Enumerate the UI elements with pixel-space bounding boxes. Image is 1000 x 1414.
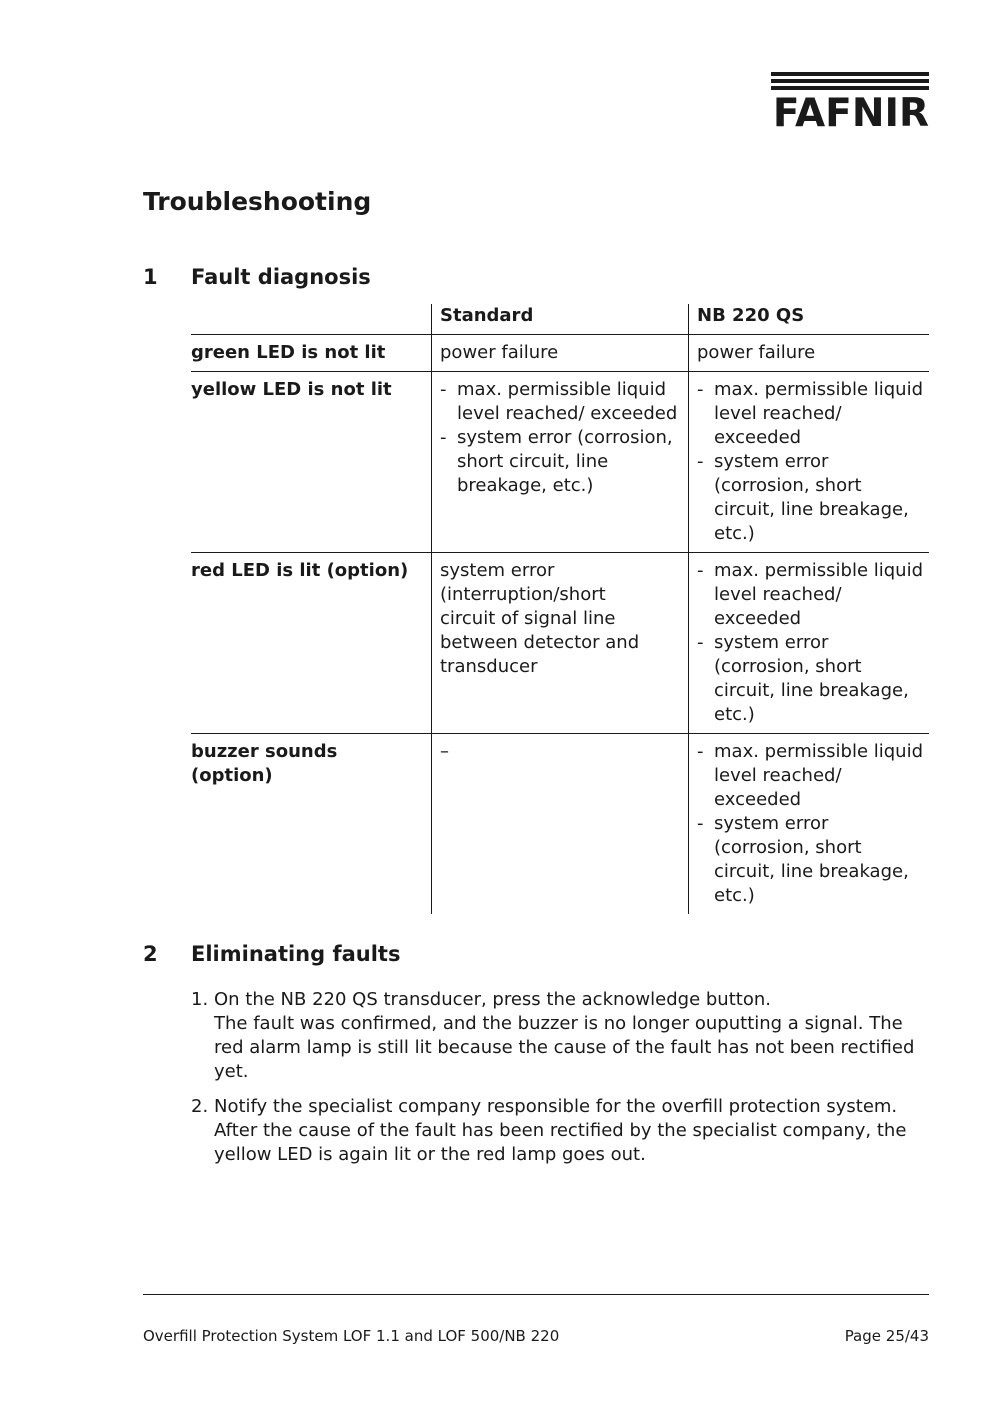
cell-line: power failure: [440, 342, 559, 363]
footer-divider: [143, 1294, 929, 1295]
header-cell-standard: Standard: [432, 304, 689, 335]
cell-line: circuit of signal line: [440, 608, 616, 629]
bullet-dash: -: [697, 560, 704, 581]
page-title: Troubleshooting: [143, 187, 372, 216]
step-body: [214, 988, 931, 1084]
standard-cell: [432, 734, 689, 915]
bullet-item: [697, 378, 925, 450]
step-line: The fault was confirmed, and the buzzer is no longer ouputting a signal. The red alarm lamp is still lit because the cause of the fault has not been rectified yet.: [214, 1013, 915, 1082]
standard-cell: [432, 553, 689, 734]
standard-cell: [432, 372, 689, 553]
footer-page-number: Page 25/43: [844, 1327, 929, 1345]
row-label: yellow LED is not lit: [191, 372, 432, 553]
step-number: 2.: [191, 1096, 209, 1117]
logo-stripe: [771, 72, 929, 76]
bullet-text: system error (corrosion, short circuit, line breakage, etc.): [714, 451, 909, 544]
row-label: red LED is lit (option): [191, 553, 432, 734]
row-label: green LED is not lit: [191, 335, 432, 372]
table-row: [191, 553, 929, 734]
bullet-text: system error (corrosion, short circuit, line breakage, etc.): [714, 632, 909, 725]
bullet-dash: -: [697, 741, 704, 762]
table-header-row: [191, 304, 929, 335]
bullet-item: [697, 812, 925, 908]
cell-line: system error: [440, 560, 555, 581]
step-body: [214, 1095, 931, 1167]
nb-cell: [689, 734, 930, 915]
row-label: buzzer sounds (option): [191, 741, 338, 786]
bullet-text: system error (corrosion, short circuit, line breakage, etc.): [714, 813, 909, 906]
nb-cell: [689, 335, 930, 372]
cell-line: between detector and: [440, 632, 640, 653]
step-number: 1.: [191, 989, 209, 1010]
list-item: [191, 988, 931, 1084]
footer-document-title: Overfill Protection System LOF 1.1 and LOF 500/NB 220: [143, 1327, 560, 1345]
table-row: [191, 734, 929, 915]
steps-list: [191, 988, 931, 1178]
logo-wordmark: FAFNIR: [772, 91, 929, 136]
bullet-text: max. permissible liquid level reached/ exceeded: [714, 741, 924, 810]
bullet-item: [440, 378, 684, 426]
nb-cell: [689, 553, 930, 734]
bullet-dash: -: [697, 379, 704, 400]
section-heading-fault-diagnosis: [143, 263, 371, 291]
company-logo: [771, 72, 929, 134]
table-row: [191, 335, 929, 372]
bullet-item: [697, 450, 925, 546]
cell-line: (interruption/short: [440, 584, 606, 605]
section-title: Fault diagnosis: [191, 265, 371, 289]
bullet-dash: -: [697, 451, 704, 472]
step-line: After the cause of the fault has been rectified by the specialist company, the yellow LED is again lit or the red lamp goes out.: [214, 1120, 907, 1165]
bullet-dash: -: [440, 427, 447, 448]
logo-stripe: [771, 79, 929, 83]
table-row: [191, 372, 929, 553]
bullet-item: [697, 559, 925, 631]
bullet-text: max. permissible liquid level reached/ exceeded: [714, 560, 924, 629]
bullet-text: max. permissible liquid level reached/ exceeded: [457, 379, 678, 424]
bullet-item: [440, 426, 684, 498]
standard-cell: [432, 335, 689, 372]
bullet-item: [697, 631, 925, 727]
bullet-dash: -: [697, 813, 704, 834]
header-cell-nb220qs: NB 220 QS: [689, 304, 930, 335]
nb-cell: [689, 372, 930, 553]
step-line: On the NB 220 QS transducer, press the acknowledge button.: [214, 989, 771, 1010]
step-line: Notify the specialist company responsible for the overfill protection system.: [214, 1096, 898, 1117]
bullet-text: max. permissible liquid level reached/ exceeded: [714, 379, 924, 448]
bullet-dash: -: [440, 379, 447, 400]
list-item: [191, 1095, 931, 1167]
bullet-item: [697, 740, 925, 812]
bullet-text: system error (corrosion, short circuit, line breakage, etc.): [457, 427, 673, 496]
section-heading-eliminating-faults: [143, 940, 400, 968]
logo-stripe: [771, 86, 929, 90]
section-title: Eliminating faults: [191, 942, 401, 966]
section-number: 2: [143, 942, 158, 966]
cell-line: power failure: [697, 342, 816, 363]
section-number: 1: [143, 265, 158, 289]
header-cell-empty: [191, 304, 432, 335]
cell-line: transducer: [440, 656, 538, 677]
cell-line: –: [440, 741, 449, 762]
bullet-dash: -: [697, 632, 704, 653]
fault-diagnosis-table: [191, 304, 929, 914]
